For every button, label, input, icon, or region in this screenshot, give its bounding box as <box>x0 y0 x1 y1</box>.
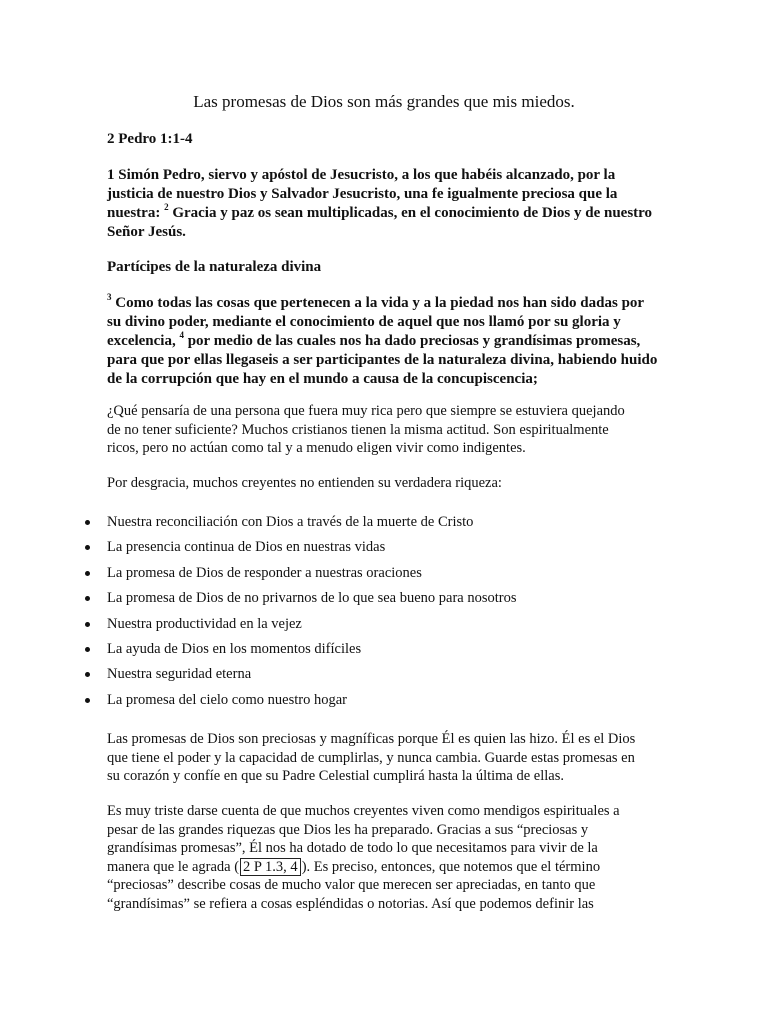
list-item-text: Nuestra reconciliación con Dios a través de la muerte de Cristo <box>107 514 474 530</box>
list-item <box>0 535 768 560</box>
bullet-icon <box>85 647 90 652</box>
bullet-icon <box>85 672 90 677</box>
verse-1-line-start: nuestra: <box>107 205 165 221</box>
paragraph-line: pesar de las grandes riquezas que Dios les ha preparado. Gracias a sus “preciosas y <box>107 821 589 838</box>
paragraph-line: “preciosas” describe cosas de mucho valor que merecen ser apreciadas, en tanto que <box>107 877 596 893</box>
list-item <box>0 612 768 637</box>
paragraph-line: ¿Qué pensaría de una persona que fuera muy rica pero que siempre se estuviera quejando <box>107 403 625 419</box>
verse-3-line <box>107 294 667 313</box>
verse-1-line-end: Gracia y paz os sean multiplicadas, en el conocimiento de Dios y de nuestro <box>168 205 653 221</box>
paragraph-4 <box>107 802 667 913</box>
paragraph-line: Es muy triste darse cuenta de que muchos creyentes viven como mendigos espirituales a <box>107 803 620 819</box>
verse-3-line: para que por ellas llegaseis a ser participantes de la naturaleza divina, habiendo huido <box>107 352 658 368</box>
paragraph-line: ricos, pero no actúan como tal y a menudo eligen vivir como indigentes. <box>107 440 526 456</box>
verse-1-line <box>107 204 667 223</box>
verse-3-line <box>107 332 667 351</box>
verse-number: 3 <box>107 292 112 302</box>
list-item <box>0 662 768 687</box>
list-item <box>0 561 768 586</box>
list-item <box>0 637 768 662</box>
bullet-icon <box>85 622 90 627</box>
verse-number: 2 <box>164 202 169 212</box>
verse-1-line: 1 Simón Pedro, siervo y apóstol de Jesucristo, a los que habéis alcanzado, por la <box>107 167 616 183</box>
verse-3-line: de la corrupción que hay en el mundo a causa de la concupiscencia; <box>107 371 538 387</box>
verse-3-line-end: Como todas las cosas que pertenecen a la vida y a la piedad nos han sido dadas por <box>111 295 645 311</box>
paragraph-line: su corazón y confíe en que su Padre Celestial cumplirá hasta la última de ellas. <box>107 768 564 784</box>
verse-number: 4 <box>179 330 184 340</box>
paragraph-3 <box>107 730 667 786</box>
bullet-icon <box>85 596 90 601</box>
verse-3-text <box>107 294 667 389</box>
paragraph-2: Por desgracia, muchos creyentes no entienden su verdadera riqueza: <box>107 475 502 491</box>
bullet-icon <box>85 571 90 576</box>
list-item-text: La promesa del cielo como nuestro hogar <box>107 691 347 708</box>
verse-1-line: Señor Jesús. <box>107 224 186 240</box>
paragraph-line: “grandísimas” se refiera a cosas espléndidas o notorias. Así que podemos definir las <box>107 895 594 912</box>
verse-3-line: su divino poder, mediante el conocimiento de aquel que nos llamó por su gloria y <box>107 314 621 330</box>
scripture-link[interactable]: 2 P 1.3, 4 <box>240 858 301 876</box>
list-item-text: La presencia continua de Dios en nuestras vidas <box>107 539 386 556</box>
paragraph-line-start: manera que le agrada ( <box>107 858 240 875</box>
list-item-text: Nuestra productividad en la vejez <box>107 615 302 632</box>
verse-3-line-end: por medio de las cuales nos ha dado preciosas y grandísimas promesas, <box>183 333 641 349</box>
list-item <box>0 688 768 713</box>
paragraph-line: Las promesas de Dios son preciosas y magníficas porque Él es quien las hizo. Él es el Dios <box>107 731 636 747</box>
paragraph-1 <box>107 402 667 458</box>
document-title: Las promesas de Dios son más grandes que mis miedos. <box>193 92 575 111</box>
paragraph-line: de no tener suficiente? Muchos cristianos tienen la misma actitud. Son espiritualmente <box>107 421 609 438</box>
paragraph-line: grandísimas promesas”, Él nos ha dotado de todo lo que necesitamos para vivir de la <box>107 840 598 856</box>
list-item-text: La ayuda de Dios en los momentos difíciles <box>107 640 362 657</box>
verse-3-line-start: excelencia, <box>107 333 180 349</box>
paragraph-line: que tiene el poder y la capacidad de cumplirlas, y nunca cambia. Guarde estas promesas en <box>107 749 635 766</box>
list-item-text: Nuestra seguridad eterna <box>107 666 252 683</box>
list-item <box>0 510 768 535</box>
paragraph-line-end: ). Es preciso, entonces, que notemos que el término <box>301 858 601 875</box>
verse-1-text <box>107 166 667 242</box>
list-item-text: La promesa de Dios de no privarnos de lo que sea bueno para nosotros <box>107 590 517 607</box>
riches-list <box>0 510 768 713</box>
list-item <box>0 586 768 611</box>
bullet-icon <box>85 698 90 703</box>
verse-1-line: justicia de nuestro Dios y Salvador Jesucristo, una fe igualmente preciosa que la <box>107 186 618 202</box>
paragraph-line <box>107 858 667 877</box>
bullet-icon <box>85 520 90 525</box>
bullet-icon <box>85 545 90 550</box>
list-item-text: La promesa de Dios de responder a nuestras oraciones <box>107 564 422 581</box>
section-heading: Partícipes de la naturaleza divina <box>107 259 322 275</box>
scripture-reference: 2 Pedro 1:1-4 <box>107 131 193 147</box>
